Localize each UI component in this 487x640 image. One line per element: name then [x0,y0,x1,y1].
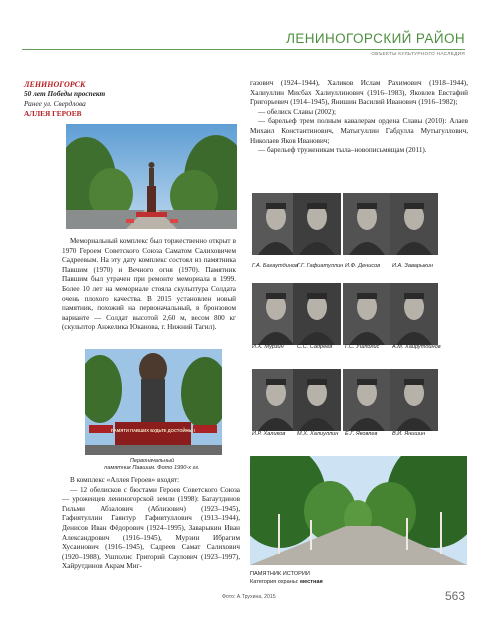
portrait-name: С.С. Садреев [297,344,333,350]
portrait-name: И.Р. Халиков [252,431,286,437]
text-paragraph: — обелиск Славы (2002); [258,107,336,116]
original-photo-caption [87,458,217,472]
memorial-description [62,237,236,333]
caption-line: Первоначальный [129,458,175,464]
hero-portrait [293,283,341,345]
alley-photo [250,456,467,565]
portrait-name: В.И. Янишин [392,431,426,437]
text-paragraph: В комплекс «Аллея Героев» входят: [70,476,180,484]
heritage-label: ПАМЯТНИК ИСТОРИИ [250,571,310,577]
text-paragraph: Мемориальный комплекс был торжественно открыт в 1970 Героем Советского Союза Саматом Салиховичем Садреевым. На эту дату комплекс состоял из памятника Павшим (1970) и Вечного огня (1970). Памятник Павшим был утрачен при ремонте мемориала в 1999. Более 10 лет на мемориале стояла скульптура Солдата очень плохого качества. В 2015 установлен новый памятник, похожий на первоначальный, в бронзовом варианте — Солдат высотой 2,60 м, весом 800 кг (скульптор Анжелика Юканова, г. Нижний Тагил). [62,237,236,332]
original-monument-photo [85,349,222,455]
photo-credit: Фото: А.Трухина, 2015 [222,594,276,600]
alley-caption [250,570,323,586]
portrait-name: Г.А. Багаутдинов [252,263,298,269]
portrait-name: Г.С. Ушполис [345,344,380,350]
portrait-name: И.Х. Мурзин [252,344,284,350]
text-paragraph: — барельеф труженикам тыла–новописьмящам (2011). [258,146,427,155]
hero-portrait [390,193,438,255]
caption-line: памятник Павшим. Фото 1990-х гг. [104,465,200,471]
text-paragraph: — барельеф трем полным кавалерам ордена Славы (2010): Алаев Михаил Константинович, Матыгуллин Габдулла Мутыгуллович, Николаев Яков Иванович; [250,117,468,145]
entry-address: 50 лет Победы проспект [24,89,106,98]
hero-portrait [293,369,341,431]
hero-portrait [390,283,438,345]
entry-title: АЛЛЕЯ ГЕРОЕВ [24,109,82,118]
header-divider [22,49,465,50]
hero-portrait [390,369,438,431]
hero-portrait [343,369,391,431]
text-paragraph: — 12 обелисков с бюстами Героев Советского Союза — уроженцев лениногорской земли (1998): Багаутдинов Гильми Абзалович (Аблизович) (1923–1945), Гафиятуллин Гаянтур Гафиятуллович (1913–1944), Денисов Иван Фёдорович (1924–1995), Заварыкин Иван Александрович (1916–1945), Мурзин Ибрагим Хусаинович (1916–1945), Садреев Самат Салихович (1920–1988), Ушполис Григорий Саулович (1923–1997), Хайрутдинов Акрам Миг- [62,485,240,571]
portrait-name: А.М. Хайрутдинов [392,344,441,350]
portrait-name: И.Ф. Денисов [345,263,381,269]
entry-place: ЛЕНИНОГОРСК [24,80,86,89]
portrait-name: Е.Г. Яковлев [345,431,378,437]
protection-category: Категория охраны: местная [250,579,323,585]
right-column-text [250,79,468,156]
portrait-name: М.Х. Халиуллин [297,431,339,437]
portrait-name: И.А. Заварыкин [392,263,433,269]
hero-portrait [343,193,391,255]
portrait-name: Г.Г. Гафиатуллин [297,263,344,269]
text-paragraph: газович (1924–1944), Халиков Ислам Рахимович (1918–1944), Халиуллин Мисбах Халиуллинович (1916–1983), Яковлев Евстафий Григорьевич (1914–1945), Янишин Василий Иванович (1916–1982); [250,79,468,107]
section-title: ЛЕНИНОГОРСКИЙ РАЙОН [286,31,465,46]
section-subtitle: ОБЪЕКТЫ КУЛЬТУРНОГО НАСЛЕДИЯ [371,52,465,57]
composition-text [62,476,240,572]
plaque-text: ПАМЯТИ ПАВШИХ БУДЬТЕ ДОСТОЙНЫ ! [110,428,196,433]
entry-old-name: Ранее ул. Свердлова [24,99,86,108]
page-number: 563 [444,589,465,603]
memorial-photo [66,124,237,229]
hero-portrait [343,283,391,345]
hero-portrait [293,193,341,255]
